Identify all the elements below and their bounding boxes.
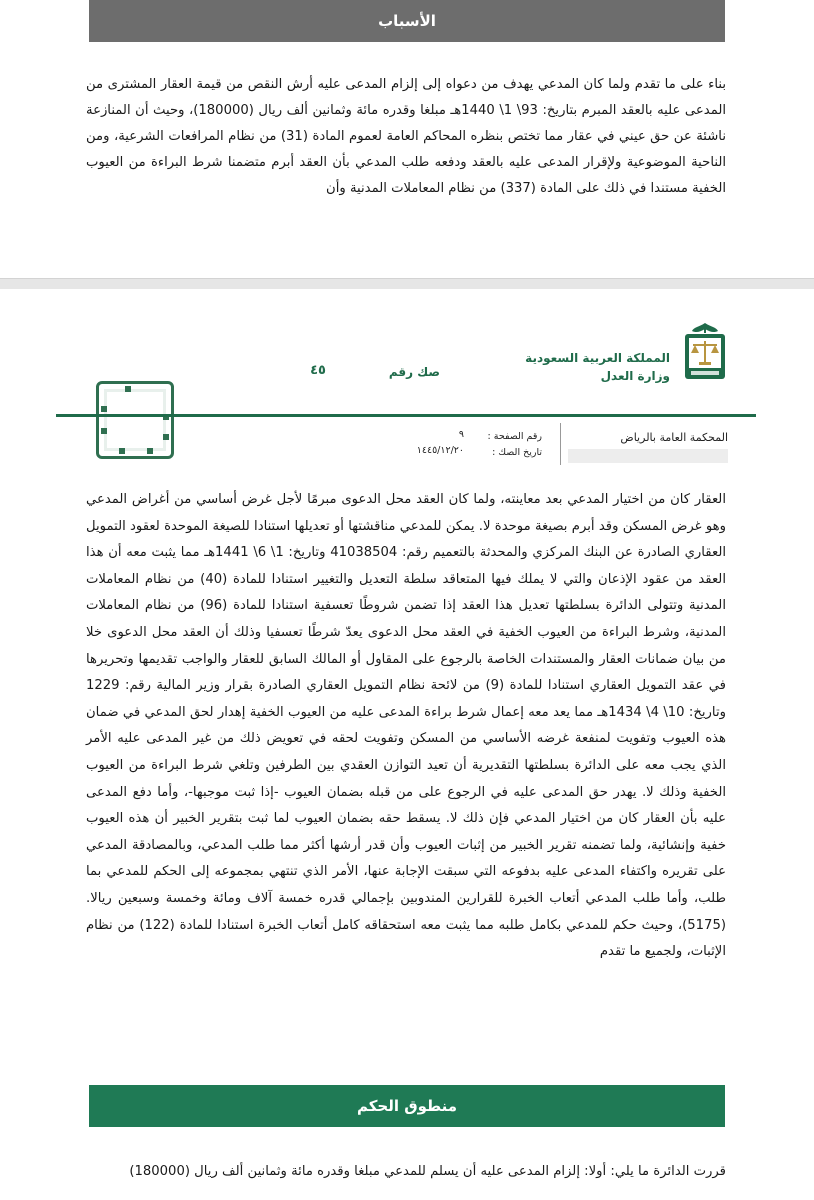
deed-number-label: صك رقم xyxy=(388,365,440,379)
deed-number-value: ٤٥ xyxy=(310,363,326,378)
page-number-label: رقم الصفحة : xyxy=(487,431,542,442)
kingdom-name: المملكة العربية السعودية xyxy=(525,351,670,365)
meta-separator xyxy=(560,423,561,465)
deed-date-value: ١٤٤٥/١٢/٢٠ xyxy=(416,445,464,456)
ministry-of-justice-emblem-icon xyxy=(682,321,728,381)
court-name: المحكمة العامة بالرياض xyxy=(620,431,728,444)
verdict-text: قررت الدائرة ما يلي: أولا: إلزام المدعى عليه أن يسلم للمدعي مبلغا وقدره مائة وثمانين ألف ريال (180000) xyxy=(129,1164,726,1179)
current-page xyxy=(0,289,814,1200)
qr-code-icon xyxy=(96,381,174,459)
previous-page xyxy=(0,0,814,278)
ministry-name: وزارة العدل xyxy=(600,369,670,383)
redacted-field xyxy=(568,449,728,463)
judgment-body-text: العقار كان من اختيار المدعي بعد معاينته، ولما كان العقد محل الدعوى مبرمًا لأجل غرض أساسي من أغراض المدعي وهو غرض المسكن وقد أبرم بصيغة موحدة لا. يمكن للمدعي مناقشتها أو تعديلها استنادا للصيغة الموحدة لعقود التمويل العقاري الصادرة عن البنك المركزي والمحدثة بالتعميم رقم: 41038504 وتاريخ: 1\ 6\ 1441هـ مما يثبت معه أن هذا العقد من عقود الإذعان والتي لا يملك فيها المتعاقد سلطة التعديل والتغيير استنادا للمادة (40) من نظام المعاملات المدنية وتتولى الدائرة بسلطتها تعديل هذا العقد إذا تضمن شروطًا تعسفية استنادا للمادة (96) من نظام المعاملات المدنية، وشرط البراءة من العيوب الخفية في العقد محل الدعوى يعدّ شرطًا تعسفيا وذلك أن العقد محل الدعوى خلا من بيان ضمانات العقار والمستندات الخاصة بالرجوع على المقاول أو المالك السابق للعقار والواجب تقديمها وتحريرها في عقد التمويل العقاري استنادا للمادة (9) من لائحة نظام التمويل العقاري الصادرة بقرار وزير المالية رقم: 1229 وتاريخ: 10\ 4\ 1434هـ مما يعد معه إعمال شرط براءة المدعى عليه من العيوب الخفية إهدار لحق المدعي في ضمان هذه العيوب وتفويت لمنفعة غرضه الأساسي من المسكن وتفويت لحقه في تعويض ذلك من غير المدعى عليه الأمر الذي يجب معه على الدائرة بسلطتها التقديرية أن تعيد التوازن العقدي بين الطرفين وتلغي شرط البراءة من العيوب الخفية وذلك لا. يهدر حق المدعى عليه في الرجوع على من قبله بضمان العيوب -إذا ثبت موجبها-، وأما دفع المدعى عليه بأن العقار كان من اختيار المدعي فإن ذلك لا. يسقط حقه بضمان العيوب لما ثبت بتقرير الخبير أن هذه العيوب خفية وإنشائية، ولما تضمنه تقرير الخبير من إثبات العيوب وأن قدر أرشها أكثر مما طلب المدعي، وبالمصادقة المدعي على تقريره واكتفاء المدعى عليه بدفوعه التي سبقت الإجابة عنها، الأمر الذي تنتهي بمجموعه إلى الحكم للمدعي بما طلب، وأما طلب المدعي أتعاب الخبرة للقرارين المندوبين بإجمالي قدره خمسة آلاف ومائة وخمسة وسبعين ريالا. (5175)، وحيث حكم للمدعي بكامل طلبه مما يثبت معه استحقاقه كامل أتعاب الخبرة استنادا للمادة (122) من نظام الإثبات، ولجميع ما تقدم xyxy=(86,492,726,960)
page-number-value: ٩ xyxy=(458,429,464,440)
verdict-section-title: منطوق الحكم xyxy=(89,1085,725,1127)
reasons-paragraph: بناء على ما تقدم ولما كان المدعي يهدف من دعواه إلى إلزام المدعى عليه أرش النقص من قيمة العقار المشترى من المدعى عليه بالعقد المبرم بتاريخ: 93\ 1\ 1440هـ مبلغا وقدره مائة وثمانين ألف ريال (180000)، وحيث أن المنازعة ناشئة عن حق عيني في عقار مما تختص بنظره المحاكم العامة لعموم المادة (31) من نظام المرافعات الشرعية، ومن الناحية الموضوعية ولإقرار المدعى عليه بالعقد ودفعه طلب المدعي بأن العقد أبرم متضمنا شرط البراءة من العيوب الخفية مستندا في ذلك على المادة (337) من نظام المعاملات المدنية وأن xyxy=(86,77,727,196)
reasons-section-title: الأسباب xyxy=(89,0,725,42)
deed-date-label: تاريخ الصك : xyxy=(492,447,542,458)
header-divider xyxy=(56,414,756,417)
